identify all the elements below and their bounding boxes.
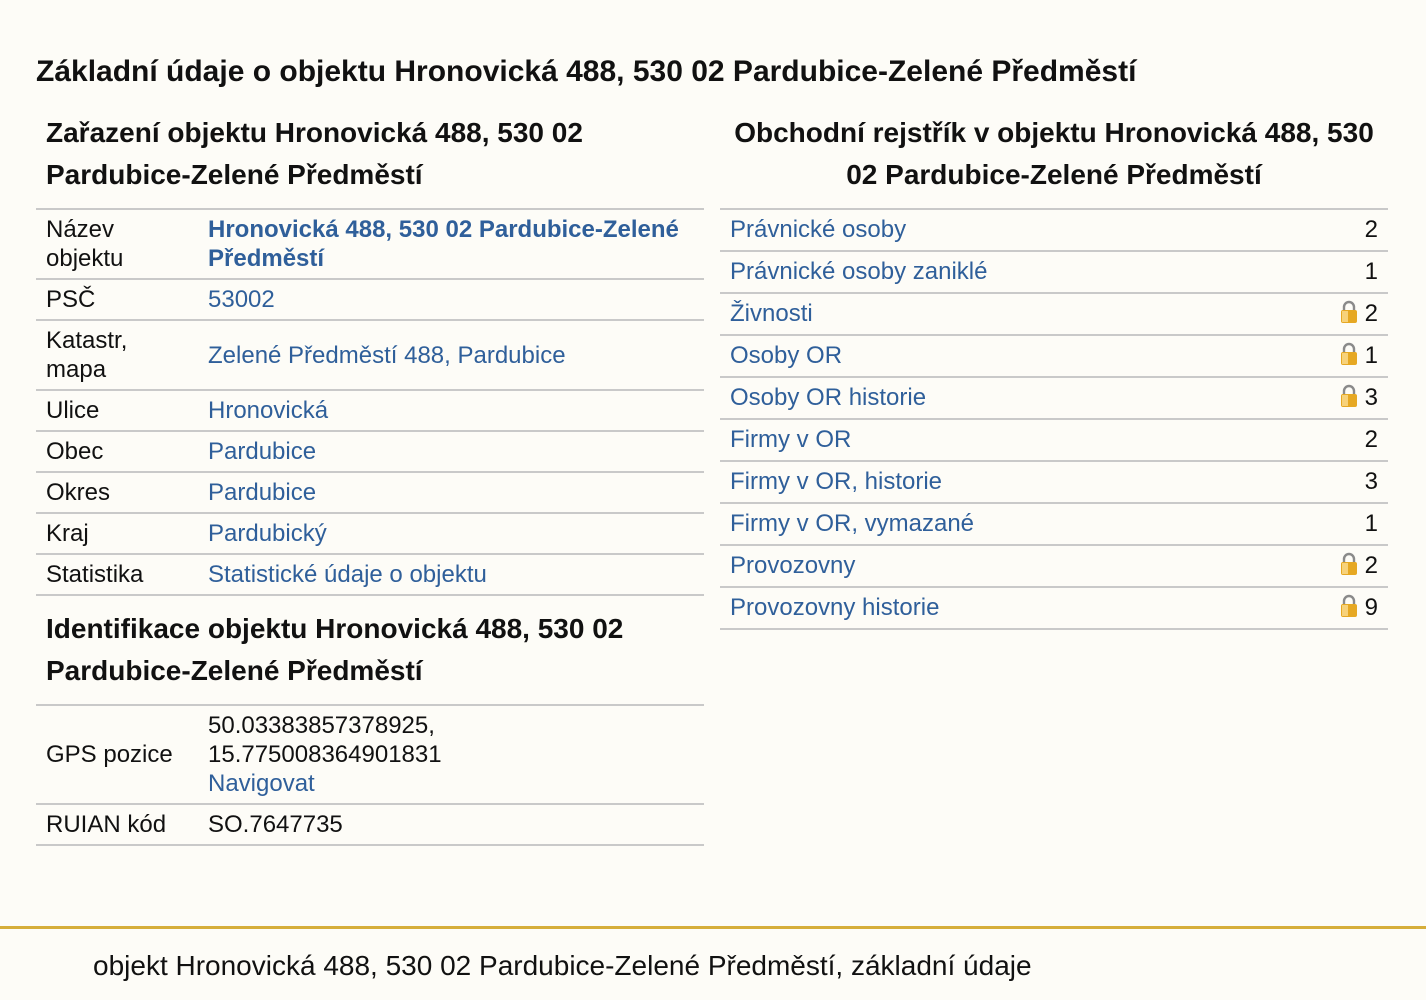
table-row [36, 431, 704, 472]
gps-latitude: 50.03383857378925, [208, 712, 435, 739]
register-link[interactable]: Živnosti [730, 300, 813, 327]
register-count: 3 [1364, 468, 1378, 495]
register-count: 3 [1364, 384, 1378, 411]
table-row [36, 279, 704, 320]
register-link[interactable]: Firmy v OR [730, 426, 852, 453]
register-count: 2 [1364, 426, 1378, 453]
footer-divider [0, 926, 1426, 929]
register-count: 2 [1364, 300, 1378, 327]
table-row [720, 293, 1388, 335]
ruian-label: RUIAN kód [36, 804, 198, 845]
region-link[interactable]: Pardubický [208, 520, 327, 547]
register-count: 1 [1364, 510, 1378, 537]
table-row [720, 587, 1388, 629]
table-row [36, 209, 704, 279]
register-count: 2 [1364, 216, 1378, 243]
table-row [720, 377, 1388, 419]
row-label: Ulice [36, 390, 198, 431]
row-label: Katastr, mapa [36, 320, 198, 390]
zarazeni-heading: Zařazení objektu Hronovická 488, 530 02 Pardubice-Zelené Předměstí [46, 117, 583, 190]
municipality-link[interactable]: Pardubice [208, 438, 317, 465]
identifikace-table [36, 704, 704, 846]
table-row [720, 251, 1388, 293]
object-name-link[interactable]: Hronovická 488, 530 02 Pardubice-Zelené Předměstí [208, 216, 679, 272]
table-row [36, 554, 704, 595]
register-link[interactable]: Provozovny [730, 552, 856, 579]
register-link[interactable]: Právnické osoby zaniklé [730, 258, 988, 285]
row-label: Kraj [36, 513, 198, 554]
table-row [36, 804, 704, 845]
street-link[interactable]: Hronovická [208, 397, 329, 424]
left-column [36, 110, 704, 846]
padlock-icon[interactable] [1339, 552, 1359, 576]
register-link[interactable]: Firmy v OR, vymazané [730, 510, 975, 537]
register-link[interactable]: Osoby OR historie [730, 384, 927, 411]
table-row [36, 320, 704, 390]
psc-link[interactable]: 53002 [208, 286, 275, 313]
page-title: Základní údaje o objektu Hronovická 488, 530 02 Pardubice-Zelené Předměstí [36, 55, 1137, 88]
gps-label: GPS pozice [36, 705, 198, 804]
rejstrik-table [720, 208, 1388, 630]
padlock-icon[interactable] [1339, 384, 1359, 408]
identifikace-heading: Identifikace objektu Hronovická 488, 530 02 Pardubice-Zelené Předměstí [46, 613, 624, 686]
table-row [720, 545, 1388, 587]
register-count: 2 [1364, 552, 1378, 579]
footer-text: objekt Hronovická 488, 530 02 Pardubice-Zelené Předměstí, základní údaje [93, 950, 1032, 981]
table-row [720, 209, 1388, 251]
register-count: 1 [1364, 258, 1378, 285]
table-row [720, 461, 1388, 503]
padlock-icon[interactable] [1339, 594, 1359, 618]
table-row [720, 335, 1388, 377]
table-row [720, 503, 1388, 545]
district-link[interactable]: Pardubice [208, 479, 317, 506]
row-label: Obec [36, 431, 198, 472]
register-link[interactable]: Firmy v OR, historie [730, 468, 943, 495]
rejstrik-heading: Obchodní rejstřík v objektu Hronovická 488, 530 02 Pardubice-Zelené Předměstí [734, 117, 1374, 190]
zarazeni-table [36, 208, 704, 596]
register-link[interactable]: Provozovny historie [730, 594, 940, 621]
table-row [36, 390, 704, 431]
row-label: PSČ [36, 279, 198, 320]
table-row [36, 472, 704, 513]
table-row [720, 419, 1388, 461]
navigate-link[interactable]: Navigovat [208, 770, 315, 797]
statistics-link[interactable]: Statistické údaje o objektu [208, 561, 487, 588]
padlock-icon[interactable] [1339, 300, 1359, 324]
table-row [36, 705, 704, 804]
row-label: Název objektu [36, 209, 198, 279]
row-label: Okres [36, 472, 198, 513]
ruian-value: SO.7647735 [198, 804, 704, 845]
register-count: 9 [1364, 594, 1378, 621]
row-label: Statistika [36, 554, 198, 595]
register-link[interactable]: Právnické osoby [730, 216, 907, 243]
register-count: 1 [1364, 342, 1378, 369]
gps-longitude: 15.775008364901831 [208, 741, 442, 768]
padlock-icon[interactable] [1339, 342, 1359, 366]
register-link[interactable]: Osoby OR [730, 342, 843, 369]
right-column [720, 110, 1388, 630]
table-row [36, 513, 704, 554]
katastr-link[interactable]: Zelené Předměstí 488, Pardubice [208, 341, 566, 369]
